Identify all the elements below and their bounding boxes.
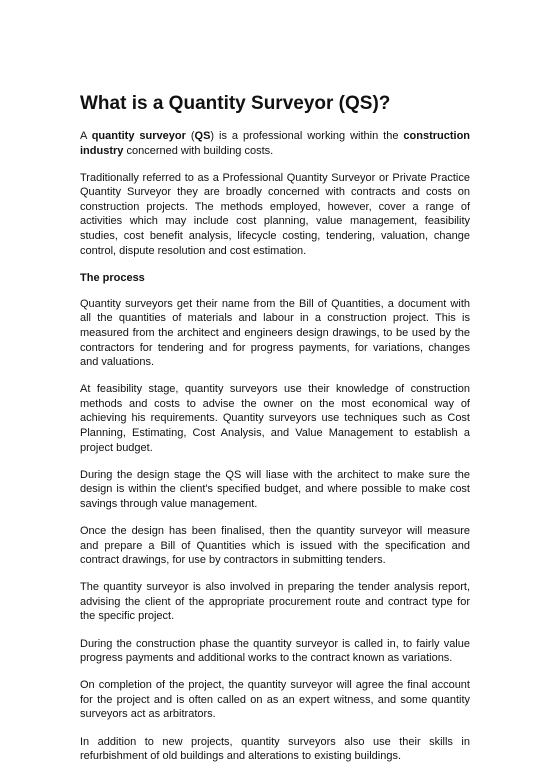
term-quantity-surveyor: quantity surveyor bbox=[91, 130, 186, 142]
abbr-close: ) bbox=[210, 130, 215, 142]
paragraph-tender-analysis: The quantity surveyor is also involved in preparing the tender analysis report, advising the client of the appropriate procurement route and contract type for the specific project. bbox=[80, 581, 470, 623]
term-qs: QS bbox=[194, 130, 211, 142]
intro-text-a: A bbox=[80, 130, 87, 142]
paragraph-completion: On completion of the project, the quantity surveyor will agree the final account for the project and is often called on as an expert witness, and some quantity surveyors act as arbitrators. bbox=[80, 679, 470, 721]
paragraph-traditionally: Traditionally referred to as a Professional Quantity Surveyor or Private Practice Quantity Surveyor they are broadly concerned with contracts and costs on construction projects. The methods employed, however, cover a range of activities which may include cost planning, value management, feasibility studies, cost benefit analysis, lifecycle costing, tendering, valuation, change control, dispute resolution and cost estimation. bbox=[80, 171, 470, 257]
paragraph-finalised: Once the design has been finalised, then the quantity surveyor will measure and prepare a Bill of Quantities which is issued with the specification and contract drawings, for use by contractors in submitting tenders. bbox=[80, 524, 470, 567]
paragraph-bill-of-quantities: Quantity surveyors get their name from the Bill of Quantities, a document with all the quantities of materials and labour in a construction project. This is measured from the architect and engineers design drawings, to be used by the contractors for tendering and for progress payments, for variations, changes and valuations. bbox=[80, 297, 470, 369]
intro-paragraph bbox=[80, 129, 470, 158]
intro-text-c: concerned with building costs. bbox=[123, 144, 274, 157]
paragraph-feasibility: At feasibility stage, quantity surveyors use their knowledge of construction methods and costs to advise the owner on the most economical way of achieving his requirements. Quantity surveyors use techniques such as Cost Planning, Estimating, Cost Analysis, and Value Management to establish a project budget. bbox=[80, 383, 470, 454]
paragraph-construction-phase: During the construction phase the quantity surveyor is called in, to fairly value progress payments and additional works to the contract known as variations. bbox=[80, 637, 470, 665]
abbr-open: ( bbox=[190, 130, 195, 142]
intro-text-b: is a professional working within the bbox=[214, 130, 404, 142]
section-heading-process: The process bbox=[80, 271, 145, 284]
paragraph-design-stage: During the design stage the QS will liase with the architect to make sure the design is within the client's specified budget, and where possible to make cost savings through value management. bbox=[80, 468, 470, 510]
page-title: What is a Quantity Surveyor (QS)? bbox=[80, 93, 391, 114]
paragraph-refurbishment: In addition to new projects, quantity surveyors also use their skills in refurbishment of old buildings and alterations to existing buildings. bbox=[80, 735, 470, 763]
term-construction-industry: construction industry bbox=[80, 130, 471, 157]
